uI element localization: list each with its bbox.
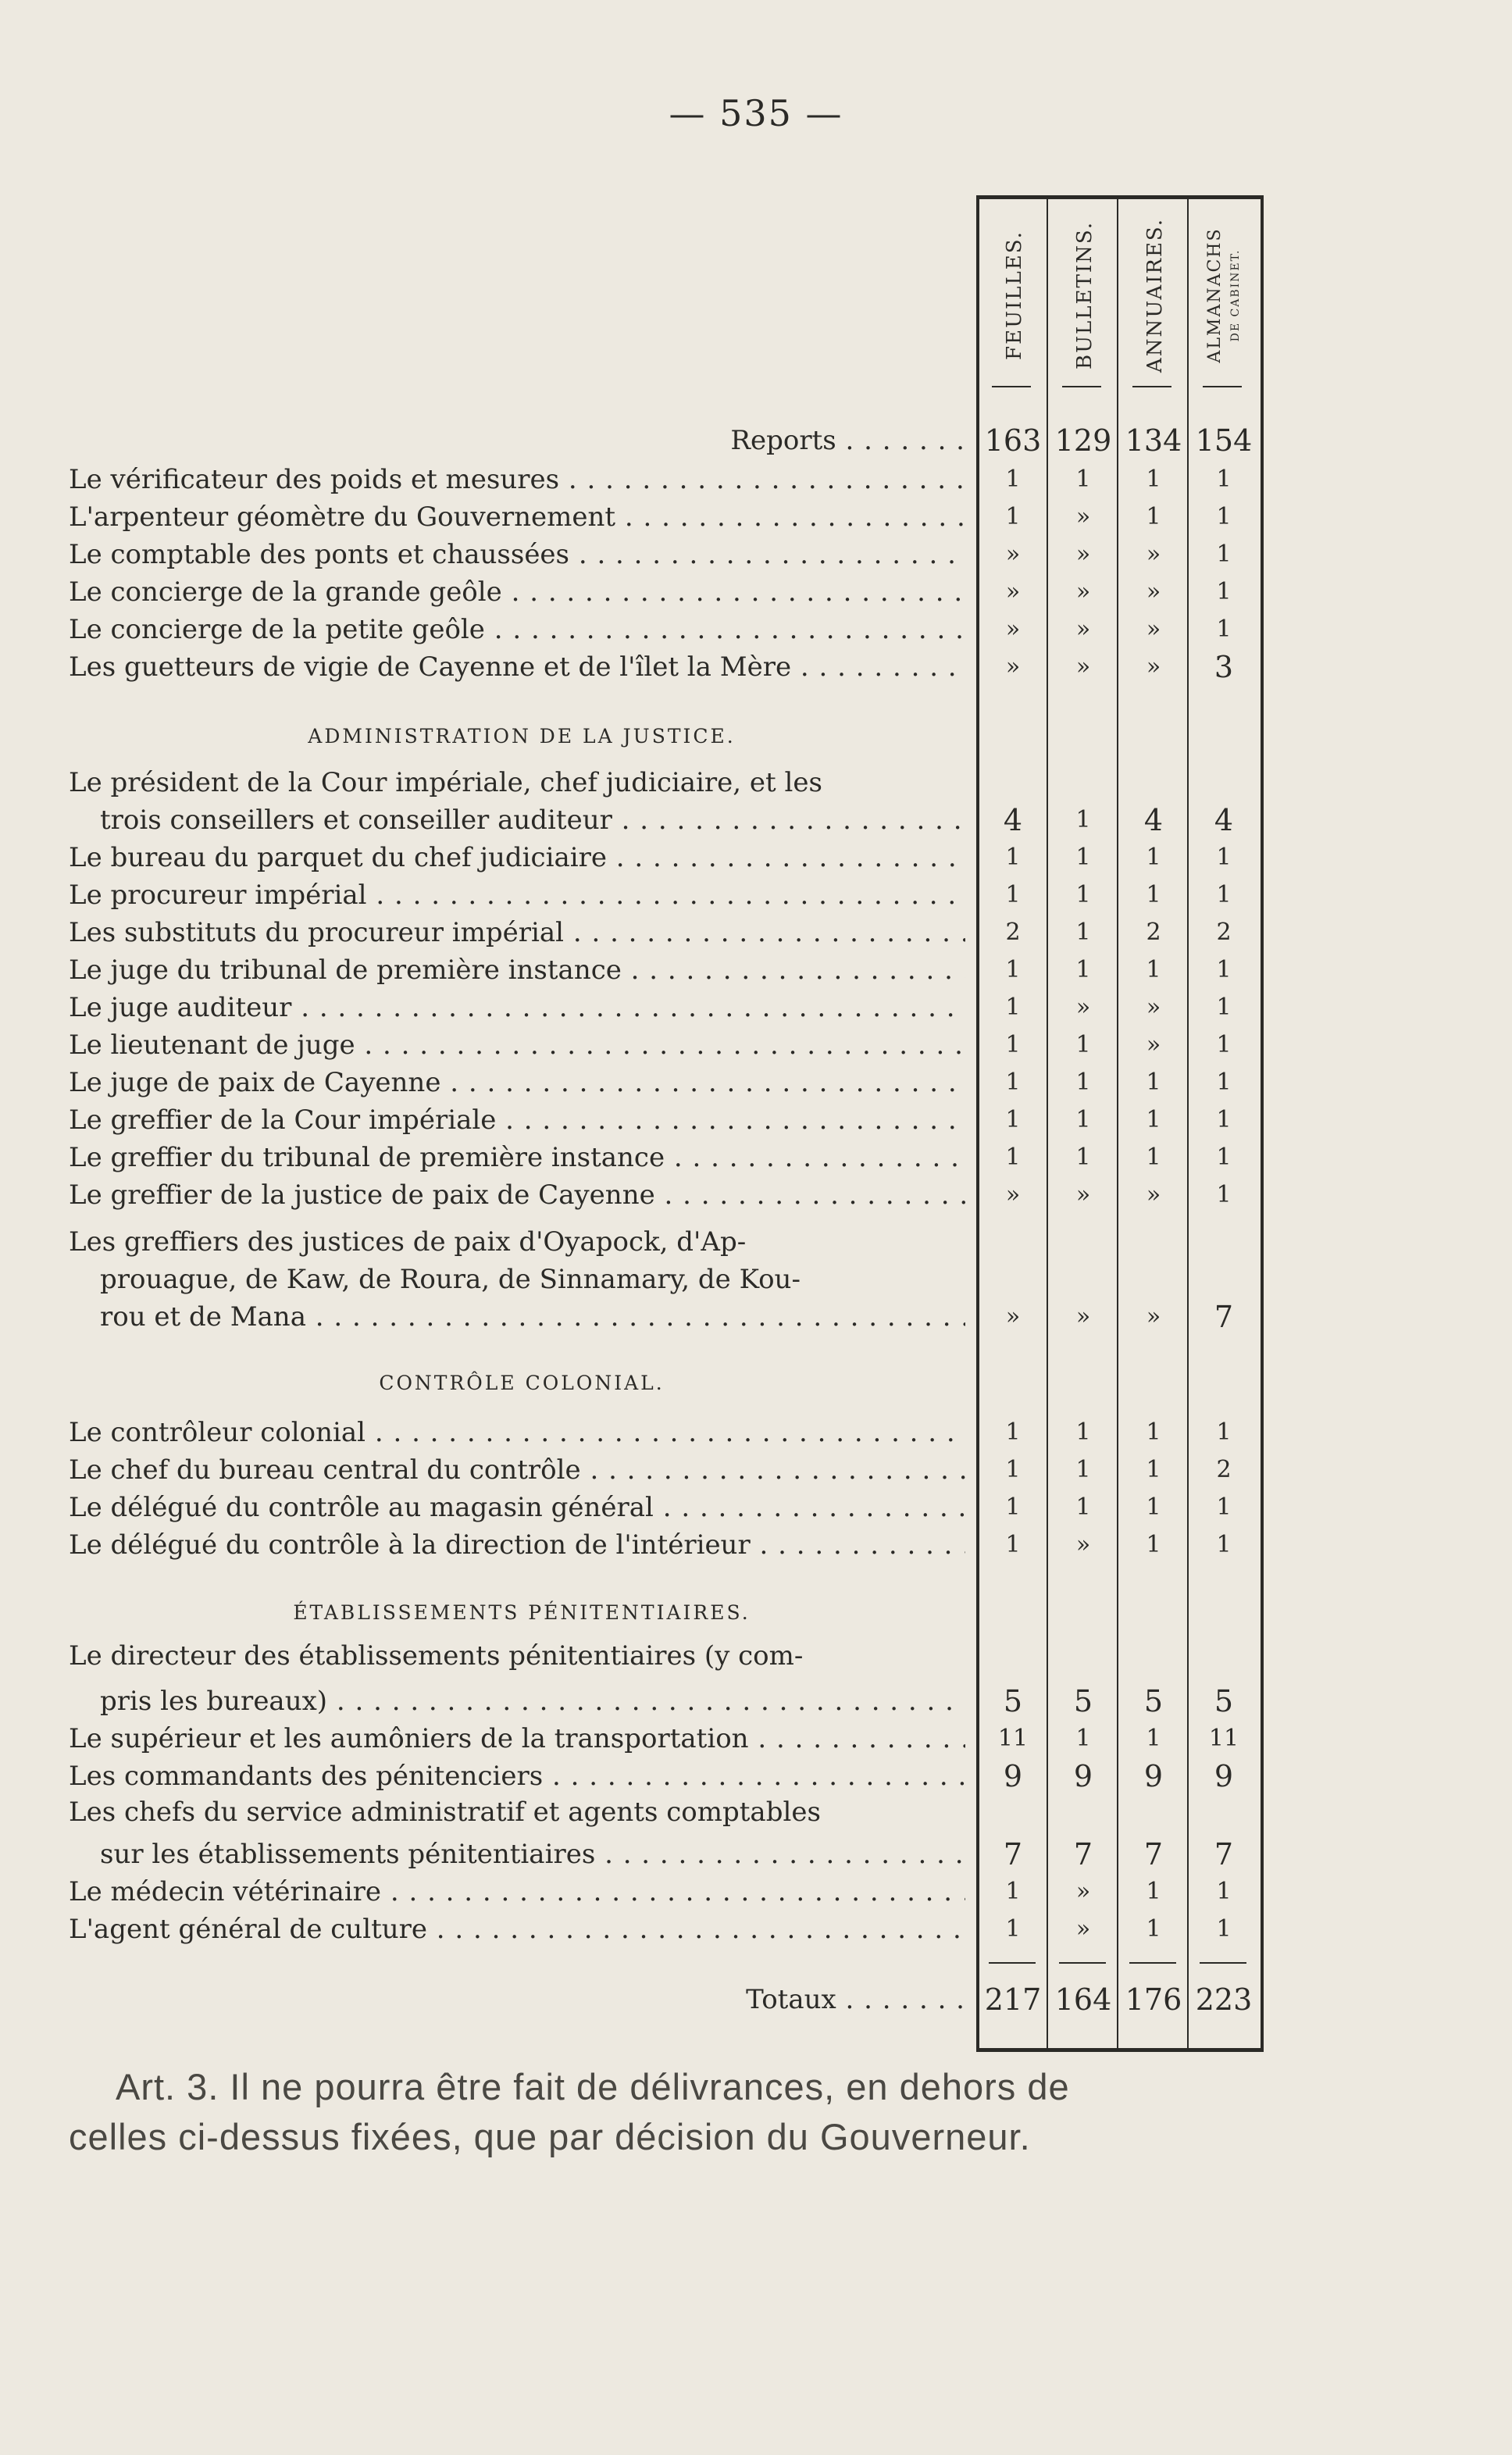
value-feuilles: 9	[1003, 1759, 1023, 1793]
value-bulletins: 5	[1073, 1684, 1093, 1718]
value-annuaires: 1	[1146, 1725, 1161, 1752]
table-row	[69, 1176, 1264, 1212]
value-almanachs: 1	[1216, 1915, 1232, 1943]
value-annuaires: 1	[1146, 1878, 1161, 1905]
value-almanachs: 1	[1216, 1878, 1232, 1905]
value-almanachs: 1	[1216, 1181, 1232, 1208]
row-label: Le procureur impérial . . .	[69, 880, 965, 911]
row-label-line: Les greffiers des justices de paix d'Oyapock, d'Ap-	[69, 1226, 747, 1258]
row-label: Les guetteurs de vigie de Cayenne et de l'îlet la Mère . . .	[69, 651, 965, 683]
value-feuilles: 1	[1005, 881, 1021, 908]
value-feuilles: 1	[1005, 466, 1021, 493]
value-bulletins: »	[1075, 1915, 1091, 1943]
value-bulletins: 1	[1075, 806, 1091, 833]
row-label: Le délégué du contrôle à la direction de l'intérieur . . .	[69, 1529, 965, 1561]
value-almanachs: 2	[1216, 1456, 1232, 1483]
value-feuilles: »	[1005, 653, 1021, 680]
column-header-annuaires: ANNUAIRES.	[1143, 217, 1167, 373]
value-annuaires: »	[1146, 1303, 1161, 1330]
value-annuaires: 1	[1146, 1069, 1161, 1096]
table-row	[69, 876, 1264, 912]
table-row	[69, 1526, 1264, 1562]
table-row	[69, 1414, 1264, 1450]
value-feuilles: 1	[1005, 1531, 1021, 1558]
value-almanachs: 1	[1216, 1069, 1232, 1096]
value-feuilles: 1	[1005, 1456, 1021, 1483]
value-almanachs: 1	[1216, 994, 1232, 1021]
row-label: Le greffier du tribunal de première instance . . .	[69, 1142, 965, 1173]
row-label: rou et de Mana . . .	[69, 1301, 965, 1333]
value-almanachs: 223	[1195, 1982, 1253, 2017]
value-annuaires: 1	[1146, 466, 1161, 493]
value-feuilles: »	[1005, 578, 1021, 605]
value-almanachs: 1	[1216, 503, 1232, 530]
row-label: Le médecin vétérinaire . . .	[69, 1876, 965, 1907]
row-label: Le chef du bureau central du contrôle . . .	[69, 1454, 965, 1486]
header-underline	[1062, 386, 1101, 387]
value-bulletins: 1	[1075, 1725, 1091, 1752]
row-label: Totaux . . .	[69, 1984, 965, 2015]
table-row	[69, 1101, 1264, 1137]
value-feuilles: 1	[1005, 1144, 1021, 1171]
total-separator	[989, 1962, 1036, 1964]
value-feuilles: 4	[1003, 803, 1023, 837]
value-bulletins: »	[1075, 616, 1091, 643]
value-annuaires: 134	[1125, 423, 1182, 458]
row-label: sur les établissements pénitentiaires . . .	[69, 1839, 965, 1870]
table-row	[69, 1682, 1264, 1718]
row-label: Les commandants des pénitenciers . . .	[69, 1761, 965, 1792]
value-almanachs: 2	[1216, 919, 1232, 946]
table-row	[69, 914, 1264, 950]
header-underline	[1132, 386, 1171, 387]
article-line-2: celles ci-dessus fixées, que par décision du Gouverneur.	[69, 2116, 1031, 2157]
value-bulletins: 1	[1075, 956, 1091, 983]
row-label: Le contrôleur colonial . . .	[69, 1417, 965, 1448]
value-annuaires: 5	[1143, 1684, 1164, 1718]
value-annuaires: 1	[1146, 1915, 1161, 1943]
row-label: Le juge de paix de Cayenne . . .	[69, 1067, 965, 1098]
row-label: Le supérieur et les aumôniers de la transportation . . .	[69, 1723, 965, 1754]
row-label: Le juge du tribunal de première instance . . .	[69, 955, 965, 986]
value-feuilles: »	[1005, 1181, 1021, 1208]
value-bulletins: »	[1075, 1181, 1091, 1208]
value-bulletins: 1	[1075, 466, 1091, 493]
value-bulletins: »	[1075, 994, 1091, 1021]
table-row	[69, 536, 1264, 572]
value-bulletins: 164	[1054, 1982, 1112, 2017]
value-feuilles: »	[1005, 616, 1021, 643]
table-row	[69, 498, 1264, 534]
value-annuaires: »	[1146, 578, 1161, 605]
table-row	[69, 1873, 1264, 1909]
value-annuaires: »	[1146, 1181, 1161, 1208]
value-annuaires: 1	[1146, 1418, 1161, 1446]
value-bulletins: 1	[1075, 1069, 1091, 1096]
value-annuaires: »	[1146, 653, 1161, 680]
value-annuaires: 2	[1146, 919, 1161, 946]
value-feuilles: 1	[1005, 1878, 1021, 1905]
row-label: Le vérificateur des poids et mesures . . .	[69, 464, 965, 495]
value-almanachs: 9	[1214, 1759, 1234, 1793]
value-bulletins: 7	[1073, 1837, 1093, 1872]
value-annuaires: 1	[1146, 1106, 1161, 1133]
table-row	[69, 1298, 1264, 1334]
value-bulletins: 1	[1075, 1493, 1091, 1521]
row-label: pris les bureaux) . . .	[69, 1686, 965, 1717]
value-feuilles: 1	[1005, 994, 1021, 1021]
row-label-line: Le directeur des établissements pénitentiaires (y com-	[69, 1640, 804, 1672]
header-underline	[992, 386, 1031, 387]
value-annuaires: »	[1146, 1031, 1161, 1058]
value-bulletins: 1	[1075, 1144, 1091, 1171]
value-almanachs: 1	[1216, 1531, 1232, 1558]
header-underline	[1203, 386, 1242, 387]
value-feuilles: 217	[984, 1982, 1042, 2017]
column-header-almanachs-line2: DE CABINET.	[1229, 248, 1242, 342]
value-feuilles: 1	[1005, 503, 1021, 530]
value-feuilles: 11	[997, 1725, 1029, 1752]
value-annuaires: 1	[1146, 1144, 1161, 1171]
value-almanachs: 4	[1214, 803, 1234, 837]
table-bottom-rule	[976, 2048, 1264, 2052]
row-label: Le concierge de la petite geôle . . .	[69, 614, 965, 645]
value-bulletins: »	[1075, 1531, 1091, 1558]
value-annuaires: 1	[1146, 1531, 1161, 1558]
value-bulletins: 1	[1075, 1106, 1091, 1133]
value-annuaires: 9	[1143, 1759, 1164, 1793]
value-feuilles: 2	[1005, 919, 1021, 946]
value-feuilles: 1	[1005, 1069, 1021, 1096]
value-almanachs: 1	[1216, 1493, 1232, 1521]
row-label: Le lieutenant de juge . . .	[69, 1029, 965, 1061]
row-label: Le comptable des ponts et chaussées . . .	[69, 539, 965, 570]
column-header-almanachs	[1190, 205, 1261, 386]
row-label: Reports . . .	[69, 425, 965, 456]
row-label: Le délégué du contrôle au magasin général . . .	[69, 1492, 965, 1523]
column-header-bulletins: BULLETINS.	[1073, 220, 1097, 370]
value-almanachs: 1	[1216, 844, 1232, 871]
table-row	[69, 1757, 1264, 1793]
value-almanachs: 1	[1216, 578, 1232, 605]
value-feuilles: 1	[1005, 1418, 1021, 1446]
table-top-rule	[976, 195, 1264, 199]
value-bulletins: 1	[1075, 1456, 1091, 1483]
value-annuaires: 1	[1146, 881, 1161, 908]
value-annuaires: 176	[1125, 1982, 1182, 2017]
value-bulletins: »	[1075, 1303, 1091, 1330]
row-label: Le greffier de la justice de paix de Cayenne . . .	[69, 1179, 965, 1211]
table-row	[69, 1139, 1264, 1175]
article-paragraph	[69, 2062, 1279, 2162]
row-label: Le greffier de la Cour impériale . . .	[69, 1104, 965, 1136]
value-feuilles: »	[1005, 1303, 1021, 1330]
value-almanachs: 1	[1216, 1106, 1232, 1133]
value-annuaires: »	[1146, 541, 1161, 568]
row-label-line: prouague, de Kaw, de Roura, de Sinnamary, de Kou-	[100, 1264, 801, 1295]
table-row-totaux	[69, 1981, 1264, 2017]
table-row	[69, 1064, 1264, 1100]
table-row	[69, 1836, 1264, 1872]
value-bulletins: 1	[1075, 919, 1091, 946]
value-feuilles: 5	[1003, 1684, 1023, 1718]
table-row	[69, 951, 1264, 987]
table-row	[69, 1489, 1264, 1525]
value-almanachs: 1	[1216, 881, 1232, 908]
total-separator	[1200, 1962, 1246, 1964]
column-header-feuilles: FEUILLES.	[1003, 230, 1026, 360]
row-label: Le juge auditeur . . .	[69, 992, 965, 1023]
table-row	[69, 611, 1264, 647]
table-row	[69, 1451, 1264, 1487]
value-annuaires: 4	[1143, 803, 1164, 837]
value-annuaires: 7	[1143, 1837, 1164, 1872]
value-feuilles: 1	[1005, 1915, 1021, 1943]
table-row	[69, 648, 1264, 684]
value-annuaires: 1	[1146, 1493, 1161, 1521]
value-almanachs: 3	[1214, 650, 1234, 684]
value-bulletins: »	[1075, 503, 1091, 530]
row-label: L'arpenteur géomètre du Gouvernement . . .	[69, 501, 965, 533]
value-bulletins: »	[1075, 578, 1091, 605]
value-bulletins: 9	[1073, 1759, 1093, 1793]
value-almanachs: 1	[1216, 1031, 1232, 1058]
row-label-line: Les chefs du service administratif et agents comptables	[69, 1797, 821, 1828]
value-feuilles: 7	[1003, 1837, 1023, 1872]
row-label: trois conseillers et conseiller auditeur . . .	[69, 805, 965, 836]
value-annuaires: 1	[1146, 956, 1161, 983]
table-row	[69, 801, 1264, 837]
section-title-penitentiaires: ÉTABLISSEMENTS PÉNITENTIAIRES.	[293, 1601, 751, 1624]
row-label: L'agent général de culture . . .	[69, 1914, 965, 1945]
value-almanachs: 11	[1208, 1725, 1239, 1752]
article-line-1: Art. 3. Il ne pourra être fait de délivrances, en dehors de	[116, 2066, 1070, 2107]
row-label: Les substituts du procureur impérial . . .	[69, 917, 965, 948]
value-annuaires: »	[1146, 994, 1161, 1021]
page-number: — 535 —	[669, 92, 843, 134]
value-feuilles: 1	[1005, 956, 1021, 983]
value-annuaires: 1	[1146, 503, 1161, 530]
table-row	[69, 1720, 1264, 1756]
value-almanachs: 7	[1214, 1300, 1234, 1334]
value-bulletins: 129	[1054, 423, 1112, 458]
table-row	[69, 1911, 1264, 1947]
section-title-controle: CONTRÔLE COLONIAL.	[379, 1372, 665, 1394]
table-row	[69, 461, 1264, 497]
value-bulletins: »	[1075, 1878, 1091, 1905]
value-bulletins: »	[1075, 653, 1091, 680]
table-row	[69, 989, 1264, 1025]
value-annuaires: 1	[1146, 844, 1161, 871]
value-almanachs: 7	[1214, 1837, 1234, 1872]
value-almanachs: 1	[1216, 541, 1232, 568]
row-label-line: Le président de la Cour impériale, chef judiciaire, et les	[69, 767, 822, 798]
value-bulletins: 1	[1075, 1031, 1091, 1058]
value-almanachs: 1	[1216, 1418, 1232, 1446]
value-annuaires: 1	[1146, 1456, 1161, 1483]
total-separator	[1059, 1962, 1106, 1964]
value-almanachs: 1	[1216, 466, 1232, 493]
value-almanachs: 1	[1216, 1144, 1232, 1171]
table-row	[69, 1026, 1264, 1062]
value-almanachs: 1	[1216, 616, 1232, 643]
value-feuilles: 1	[1005, 1106, 1021, 1133]
table-row	[69, 573, 1264, 609]
table-row	[69, 839, 1264, 875]
value-bulletins: 1	[1075, 1418, 1091, 1446]
value-feuilles: »	[1005, 541, 1021, 568]
value-bulletins: 1	[1075, 881, 1091, 908]
value-almanachs: 1	[1216, 956, 1232, 983]
value-annuaires: »	[1146, 616, 1161, 643]
total-separator	[1129, 1962, 1176, 1964]
value-almanachs: 5	[1214, 1684, 1234, 1718]
value-feuilles: 1	[1005, 844, 1021, 871]
value-bulletins: 1	[1075, 844, 1091, 871]
section-title-justice: ADMINISTRATION DE LA JUSTICE.	[308, 725, 736, 748]
value-feuilles: 1	[1005, 1493, 1021, 1521]
table-row-reports	[69, 422, 1264, 458]
column-header-almanachs-line1: ALMANACHS	[1205, 227, 1225, 363]
row-label: Le bureau du parquet du chef judiciaire . . .	[69, 842, 965, 873]
value-feuilles: 163	[984, 423, 1042, 458]
value-bulletins: »	[1075, 541, 1091, 568]
row-label: Le concierge de la grande geôle . . .	[69, 576, 965, 608]
value-almanachs: 154	[1195, 423, 1253, 458]
value-feuilles: 1	[1005, 1031, 1021, 1058]
